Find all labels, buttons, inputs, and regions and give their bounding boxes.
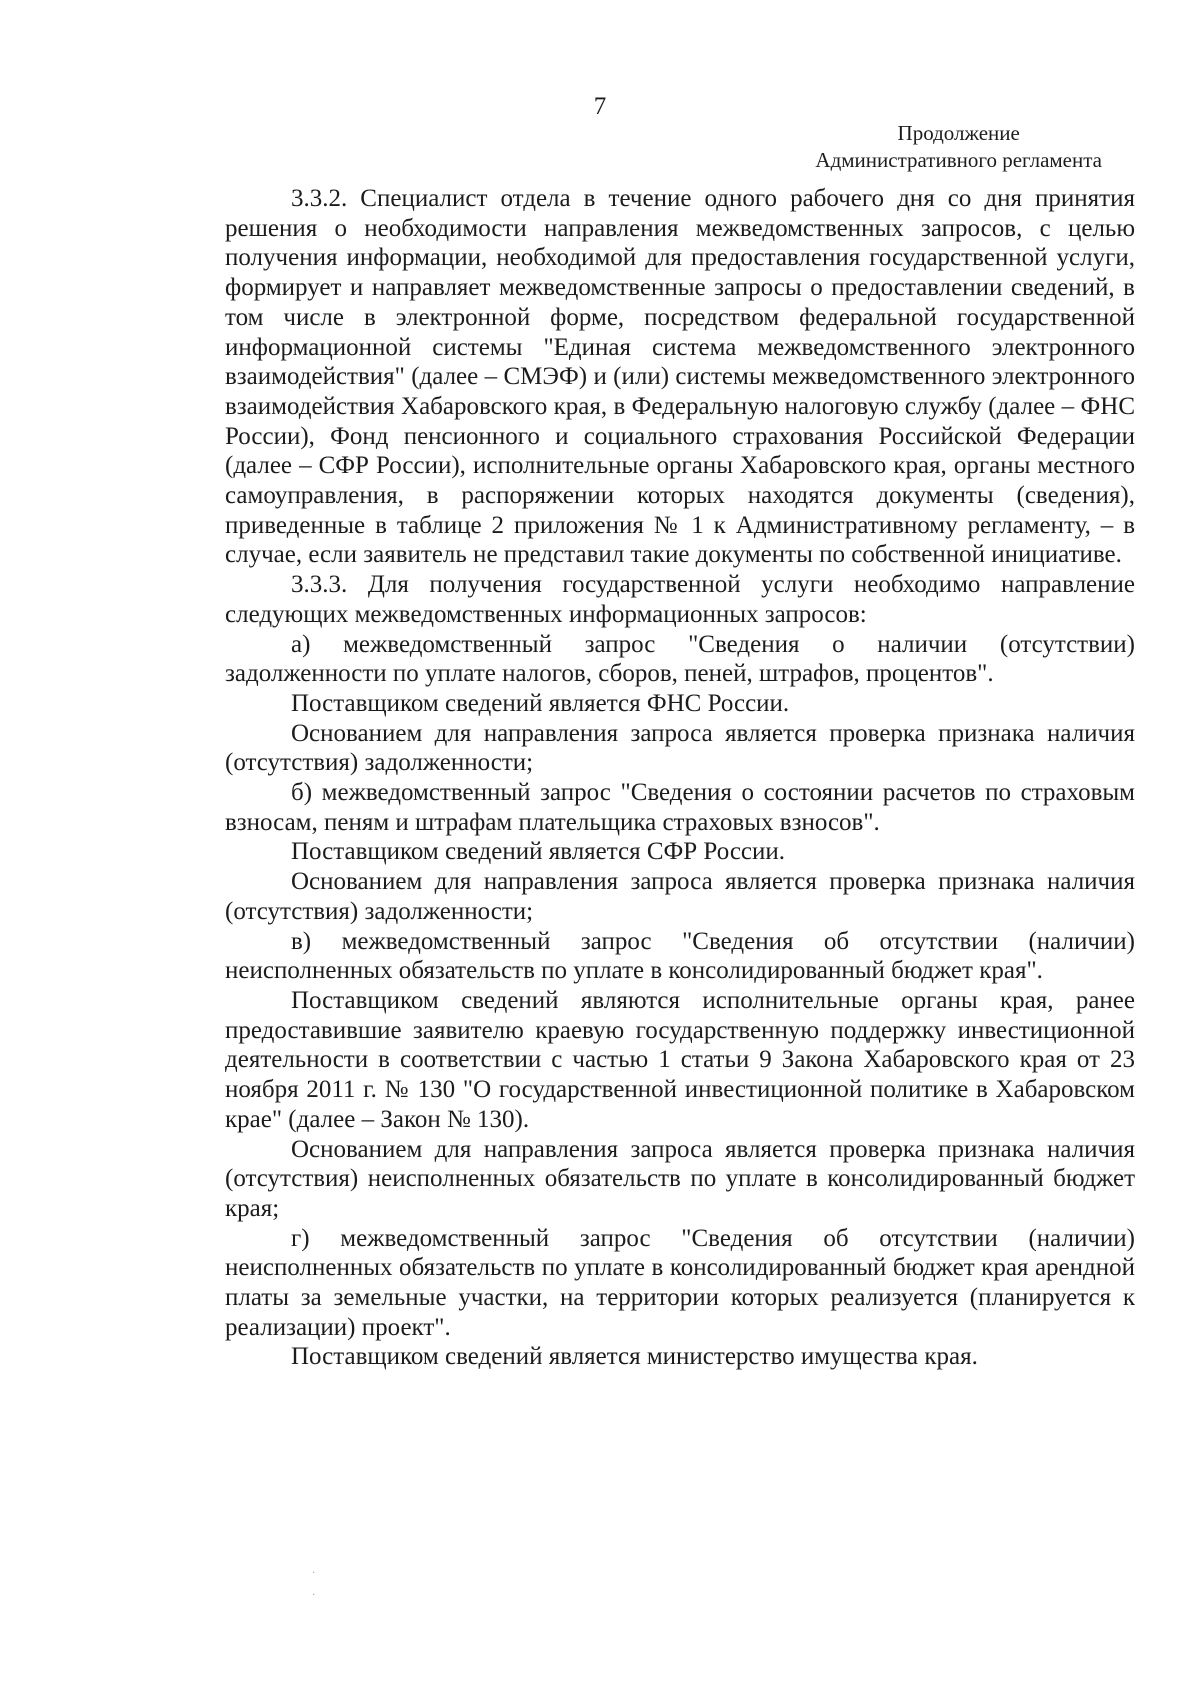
request-item-a: а) межведомственный запрос "Сведения о наличии (отсутствии) задолженности по уплате налогов, сборов, пеней, штрафов, процентов". xyxy=(225,630,1135,688)
request-item-b: б) межведомственный запрос "Сведения о состоянии расчетов по страховым взносам, пеням и штрафам плательщика страховых взносов". xyxy=(225,779,1135,836)
paragraph-3-3-3: 3.3.3. Для получения государственной услуги необходимо направление следующих межведомственных информационных запросов: xyxy=(225,571,1135,628)
supplier-b: Поставщиком сведений является СФР России. xyxy=(291,838,786,866)
request-item-g: г) межведомственный запрос "Сведения об отсутствии (наличии) неисполненных обязательств по уплате в консолидированный бюджет края арендной платы за земельные участки, на территории которых реализуется (планируется к реализации) проект". xyxy=(225,1224,1135,1341)
basis-v: Основанием для направления запроса является проверка признака наличия (отсутствия) неисполненных обязательств по уплате в консолидированный бюджет края; xyxy=(225,1135,1135,1222)
supplier-a: Поставщиком сведений является ФНС России. xyxy=(291,689,790,717)
request-item-v: в) межведомственный запрос "Сведения об отсутствии (наличии) неисполненных обязательств по уплате в консолидированный бюджет края". xyxy=(225,927,1135,985)
continuation-label: Продолжение xyxy=(897,121,1020,145)
page-number: 7 xyxy=(593,93,607,120)
scan-specks: · · xyxy=(312,1568,316,1601)
supplier-v: Поставщиком сведений являются исполнительные органы края, ранее предоставившие заявителю краевую государственную поддержку инвестиционной деятельности в соответствии с частью 1 статьи 9 Закона Хабаровского края от 23 ноября 2011 г. № 130 "О государственной инвестиционной политике в Хабаровском крае" (далее – Закон № 130). xyxy=(225,986,1135,1133)
basis-b: Основанием для направления запроса является проверка признака наличия (отсутствия) задолженности; xyxy=(225,868,1135,925)
basis-a: Основанием для направления запроса является проверка признака наличия (отсутствия) задолженности; xyxy=(225,719,1135,777)
document-body xyxy=(225,184,1135,1372)
continuation-header xyxy=(815,120,1102,174)
document-name: Административного регламента xyxy=(815,148,1102,172)
supplier-g: Поставщиком сведений является министерство имущества края. xyxy=(291,1343,978,1371)
paragraph-3-3-2: 3.3.2. Специалист отдела в течение одного рабочего дня со дня принятия решения о необходимости направления межведомственных запросов, с целью получения информации, необходимой для предоставления государственной услуги, формирует и направляет межведомственные запросы о предоставлении сведений, в том числе в электронной форме, посредством федеральной государственной информационной системы "Единая система межведомственного электронного взаимодействия" (далее – СМЭФ) и (или) системы межведомственного электронного взаимодействия Хабаровского края, в Федеральную налоговую службу (далее – ФНС России), Фонд пенсионного и социального страхования Российской Федерации (далее – СФР России), исполнительные органы Хабаровского края, органы местного самоуправления, в распоряжении которых находятся документы (сведения), приведенные в таблице 2 приложения № 1 к Административному регламенту, – в случае, если заявитель не представил такие документы по собственной инициативе. xyxy=(225,185,1135,569)
